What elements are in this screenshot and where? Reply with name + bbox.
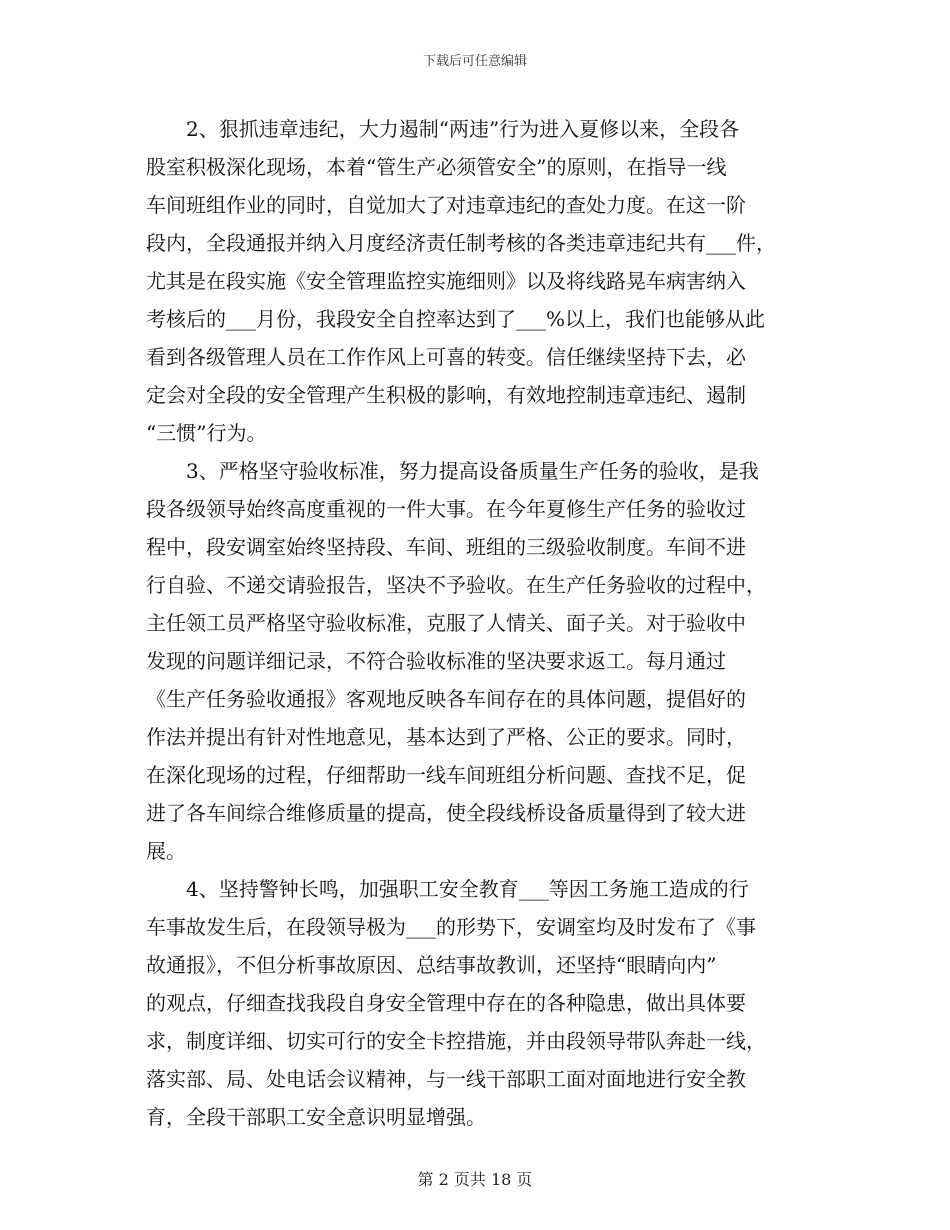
paragraph-line: 3、严格坚守验收标准，努力提高设备质量生产任务的验收，是我 (186, 459, 759, 483)
paragraph-line: 尤其是在段实施《安全管理监控实施细则》以及将线路晃车病害纳入 (146, 269, 746, 293)
paragraph-line: 看到各级管理人员在工作作风上可喜的转变。信任继续坚持下去，必 (146, 345, 746, 369)
paragraph (146, 110, 816, 452)
paragraph-line: 4、坚持警钟长鸣，加强职工安全教育___等因工务施工造成的行 (186, 877, 749, 901)
paragraph (146, 452, 816, 870)
paragraph-line: 在深化现场的过程，仔细帮助一线车间班组分析问题、查找不足，促 (146, 763, 746, 787)
document-body (146, 110, 816, 1136)
paragraph-line: 车间班组作业的同时，自觉加大了对违章违纪的查处力度。在这一阶 (146, 193, 746, 217)
paragraph-line: 段内，全段通报并纳入月度经济责任制考核的各类违章违纪共有___件， (146, 231, 776, 255)
paragraph-line: 发现的问题详细记录，不符合验收标准的坚决要求返工。每月通过 (146, 649, 726, 673)
paragraph-line: 《生产任务验收通报》客观地反映各车间存在的具体问题，提倡好的 (146, 687, 746, 711)
paragraph-line: 主任领工员严格坚守验收标准，克服了人情关、面子关。对于验收中 (146, 611, 746, 635)
paragraph-line: 的观点，仔细查找我段自身安全管理中存在的各种隐患，做出具体要 (146, 991, 746, 1015)
paragraph-line: 2、狠抓违章违纪，大力遏制“两违”行为进入夏修以来，全段各 (186, 117, 740, 141)
paragraph-line: 求，制度详细、切实可行的安全卡控措施，并由段领导带队奔赴一线， (146, 1029, 766, 1053)
paragraph-line: 程中，段安调室始终坚持段、车间、班组的三级验收制度。车间不进 (146, 535, 746, 559)
paragraph-line: 行自验、不递交请验报告，坚决不予验收。在生产任务验收的过程中， (146, 573, 766, 597)
paragraph-line: 考核后的___月份，我段安全自控率达到了___%以上，我们也能够从此 (146, 307, 766, 331)
paragraph-line: 展。 (146, 839, 186, 863)
page-footer: 第 2 页共 18 页 (417, 1170, 533, 1189)
paragraph-line: 进了各车间综合维修质量的提高，使全段线桥设备质量得到了较大进 (146, 801, 746, 825)
paragraph (146, 870, 816, 1136)
paragraph-line: “三惯”行为。 (146, 421, 267, 445)
paragraph-line: 定会对全段的安全管理产生积极的影响，有效地控制违章违纪、遏制 (146, 383, 746, 407)
paragraph-line: 作法并提出有针对性地意见，基本达到了严格、公正的要求。同时， (146, 725, 746, 749)
paragraph-line: 故通报》，不但分析事故原因、总结事故教训，还坚持“眼睛向内” (146, 953, 717, 977)
paragraph-line: 段各级领导始终高度重视的一件大事。在今年夏修生产任务的验收过 (146, 497, 746, 521)
paragraph-line: 育，全段干部职工安全意识明显增强。 (146, 1105, 486, 1129)
page-header: 下载后可任意编辑 (422, 54, 527, 69)
paragraph-line: 股室积极深化现场，本着“管生产必须管安全”的原则，在指导一线 (146, 155, 727, 179)
paragraph-line: 车事故发生后，在段领导极为___的形势下，安调室均及时发布了《事 (146, 915, 756, 939)
paragraph-line: 落实部、局、处电话会议精神，与一线干部职工面对面地进行安全教 (146, 1067, 746, 1091)
